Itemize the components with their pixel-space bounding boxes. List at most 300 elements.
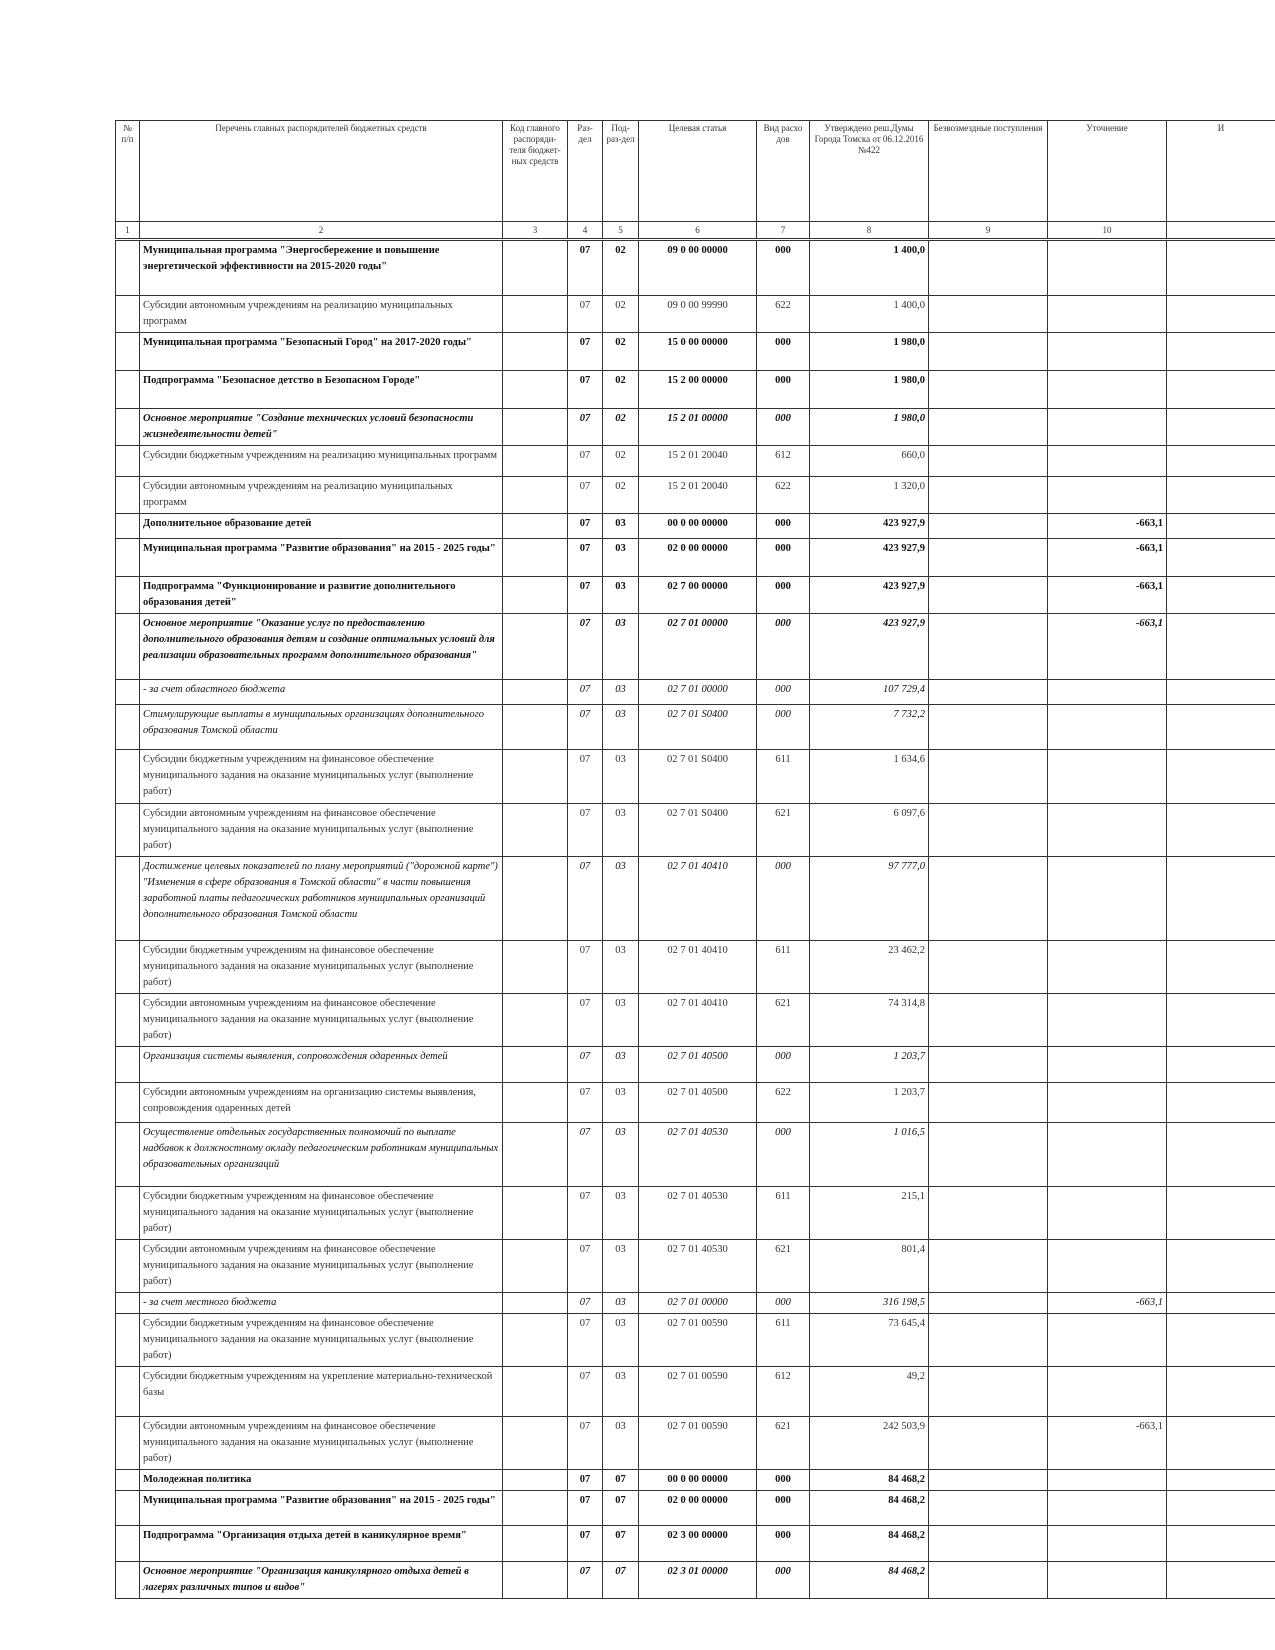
table-row xyxy=(116,1240,1275,1293)
row-number xyxy=(116,409,140,446)
row-name: Дополнительное образование детей xyxy=(140,514,503,539)
column-number xyxy=(1167,222,1275,240)
podrazdel-code: 03 xyxy=(603,1047,639,1083)
approved-amount: 1 400,0 xyxy=(810,240,929,296)
razdel-code: 07 xyxy=(568,577,603,614)
gratuitous-receipts xyxy=(929,296,1048,333)
row-name: Субсидии бюджетным учреждениям на реализацию муниципальных программ xyxy=(140,446,503,477)
total-amount xyxy=(1167,1562,1275,1599)
target-article: 15 2 01 20040 xyxy=(639,446,757,477)
gratuitous-receipts xyxy=(929,705,1048,750)
row-name: Подпрограмма "Функционирование и развитие дополнительного образования детей" xyxy=(140,577,503,614)
total-amount xyxy=(1167,1123,1275,1187)
row-number xyxy=(116,1491,140,1526)
row-name: - за счет местного бюджета xyxy=(140,1293,503,1314)
razdel-code: 07 xyxy=(568,1562,603,1599)
expense-type: 000 xyxy=(757,539,810,577)
approved-amount: 1 016,5 xyxy=(810,1123,929,1187)
razdel-code: 07 xyxy=(568,514,603,539)
expense-type: 000 xyxy=(757,1526,810,1562)
podrazdel-code: 03 xyxy=(603,1123,639,1187)
approved-amount: 423 927,9 xyxy=(810,614,929,680)
razdel-code: 07 xyxy=(568,750,603,804)
target-article: 02 3 01 00000 xyxy=(639,1562,757,1599)
column-number: 7 xyxy=(757,222,810,240)
adjustment-amount: -663,1 xyxy=(1048,1293,1167,1314)
adjustment-amount xyxy=(1048,804,1167,857)
approved-amount: 423 927,9 xyxy=(810,514,929,539)
total-amount xyxy=(1167,1293,1275,1314)
podrazdel-code: 02 xyxy=(603,477,639,514)
row-number xyxy=(116,539,140,577)
grbs-code xyxy=(503,1562,568,1599)
table-row xyxy=(116,680,1275,705)
grbs-code xyxy=(503,514,568,539)
grbs-code xyxy=(503,409,568,446)
row-name: Достижение целевых показателей по плану мероприятий ("дорожной карте") "Изменения в сфере образования в Томской области" в части повышения заработной платы педагогических работников муниципальных организаций дополнительного образования Томской области xyxy=(140,857,503,941)
podrazdel-code: 02 xyxy=(603,371,639,409)
podrazdel-code: 02 xyxy=(603,446,639,477)
gratuitous-receipts xyxy=(929,1526,1048,1562)
table-body xyxy=(116,240,1275,1599)
total-amount xyxy=(1167,371,1275,409)
column-number: 10 xyxy=(1048,222,1167,240)
approved-amount: 801,4 xyxy=(810,1240,929,1293)
expense-type: 000 xyxy=(757,1123,810,1187)
adjustment-amount xyxy=(1048,409,1167,446)
gratuitous-receipts xyxy=(929,477,1048,514)
grbs-code xyxy=(503,577,568,614)
expense-type: 611 xyxy=(757,750,810,804)
gratuitous-receipts xyxy=(929,1470,1048,1491)
podrazdel-code: 07 xyxy=(603,1491,639,1526)
budget-table xyxy=(115,120,1275,1599)
adjustment-amount xyxy=(1048,705,1167,750)
total-amount xyxy=(1167,857,1275,941)
table-row xyxy=(116,333,1275,371)
razdel-code: 07 xyxy=(568,446,603,477)
row-number xyxy=(116,296,140,333)
column-number: 4 xyxy=(568,222,603,240)
razdel-code: 07 xyxy=(568,539,603,577)
row-name: Субсидии автономным учреждениям на финансовое обеспечение муниципального задания на оказание муниципальных услуг (выполнение работ) xyxy=(140,1240,503,1293)
gratuitous-receipts xyxy=(929,539,1048,577)
approved-amount: 1 980,0 xyxy=(810,409,929,446)
razdel-code: 07 xyxy=(568,1470,603,1491)
column-number-row xyxy=(116,222,1275,240)
razdel-code: 07 xyxy=(568,1417,603,1470)
target-article: 02 7 01 40530 xyxy=(639,1187,757,1240)
target-article: 02 7 01 40410 xyxy=(639,941,757,994)
row-name: Молодежная политика xyxy=(140,1470,503,1491)
adjustment-amount xyxy=(1048,1470,1167,1491)
table-row xyxy=(116,614,1275,680)
approved-amount: 97 777,0 xyxy=(810,857,929,941)
header-cell: Перечень главных распорядителей бюджетных средств xyxy=(140,121,503,222)
gratuitous-receipts xyxy=(929,1314,1048,1367)
gratuitous-receipts xyxy=(929,1417,1048,1470)
table-row xyxy=(116,1491,1275,1526)
row-number xyxy=(116,577,140,614)
podrazdel-code: 03 xyxy=(603,1417,639,1470)
adjustment-amount xyxy=(1048,1187,1167,1240)
table-row xyxy=(116,1562,1275,1599)
header-cell: Утверждено реш.Думы Города Томска от 06.12.2016 №422 xyxy=(810,121,929,222)
row-name: Основное мероприятие "Организация каникулярного отдыха детей в лагерях различных типов и видов" xyxy=(140,1562,503,1599)
total-amount xyxy=(1167,296,1275,333)
podrazdel-code: 03 xyxy=(603,857,639,941)
row-number xyxy=(116,1187,140,1240)
table-row xyxy=(116,941,1275,994)
total-amount xyxy=(1167,514,1275,539)
gratuitous-receipts xyxy=(929,804,1048,857)
gratuitous-receipts xyxy=(929,514,1048,539)
target-article: 02 7 01 40500 xyxy=(639,1083,757,1123)
grbs-code xyxy=(503,477,568,514)
grbs-code xyxy=(503,804,568,857)
approved-amount: 49,2 xyxy=(810,1367,929,1417)
podrazdel-code: 02 xyxy=(603,296,639,333)
podrazdel-code: 02 xyxy=(603,409,639,446)
grbs-code xyxy=(503,680,568,705)
razdel-code: 07 xyxy=(568,1187,603,1240)
adjustment-amount xyxy=(1048,1314,1167,1367)
gratuitous-receipts xyxy=(929,1293,1048,1314)
approved-amount: 1 980,0 xyxy=(810,333,929,371)
total-amount xyxy=(1167,1491,1275,1526)
header-cell: Целевая статья xyxy=(639,121,757,222)
row-number xyxy=(116,804,140,857)
gratuitous-receipts xyxy=(929,371,1048,409)
expense-type: 000 xyxy=(757,240,810,296)
adjustment-amount: -663,1 xyxy=(1048,514,1167,539)
adjustment-amount xyxy=(1048,371,1167,409)
expense-type: 621 xyxy=(757,1417,810,1470)
row-name: Муниципальная программа "Развитие образования" на 2015 - 2025 годы" xyxy=(140,1491,503,1526)
grbs-code xyxy=(503,446,568,477)
gratuitous-receipts xyxy=(929,1083,1048,1123)
row-number xyxy=(116,705,140,750)
table-row xyxy=(116,296,1275,333)
table-row xyxy=(116,1047,1275,1083)
total-amount xyxy=(1167,994,1275,1047)
total-amount xyxy=(1167,804,1275,857)
approved-amount: 84 468,2 xyxy=(810,1526,929,1562)
gratuitous-receipts xyxy=(929,409,1048,446)
table-row xyxy=(116,240,1275,296)
column-number: 5 xyxy=(603,222,639,240)
gratuitous-receipts xyxy=(929,1240,1048,1293)
row-number xyxy=(116,477,140,514)
expense-type: 000 xyxy=(757,409,810,446)
adjustment-amount xyxy=(1048,296,1167,333)
approved-amount: 6 097,6 xyxy=(810,804,929,857)
target-article: 15 2 00 00000 xyxy=(639,371,757,409)
target-article: 02 7 01 00590 xyxy=(639,1367,757,1417)
gratuitous-receipts xyxy=(929,577,1048,614)
podrazdel-code: 07 xyxy=(603,1470,639,1491)
grbs-code xyxy=(503,750,568,804)
row-name: Субсидии бюджетным учреждениям на финансовое обеспечение муниципального задания на оказание муниципальных услуг (выполнение работ) xyxy=(140,941,503,994)
row-name: Субсидии автономным учреждениям на финансовое обеспечение муниципального задания на оказание муниципальных услуг (выполнение работ) xyxy=(140,1417,503,1470)
approved-amount: 107 729,4 xyxy=(810,680,929,705)
gratuitous-receipts xyxy=(929,1047,1048,1083)
table-row xyxy=(116,477,1275,514)
gratuitous-receipts xyxy=(929,750,1048,804)
grbs-code xyxy=(503,296,568,333)
row-number xyxy=(116,857,140,941)
total-amount xyxy=(1167,941,1275,994)
podrazdel-code: 03 xyxy=(603,994,639,1047)
total-amount xyxy=(1167,1047,1275,1083)
total-amount xyxy=(1167,1526,1275,1562)
razdel-code: 07 xyxy=(568,941,603,994)
expense-type: 000 xyxy=(757,333,810,371)
target-article: 02 0 00 00000 xyxy=(639,539,757,577)
grbs-code xyxy=(503,1293,568,1314)
row-number xyxy=(116,240,140,296)
total-amount xyxy=(1167,1470,1275,1491)
column-number: 2 xyxy=(140,222,503,240)
gratuitous-receipts xyxy=(929,994,1048,1047)
razdel-code: 07 xyxy=(568,680,603,705)
gratuitous-receipts xyxy=(929,614,1048,680)
row-number xyxy=(116,994,140,1047)
approved-amount: 242 503,9 xyxy=(810,1417,929,1470)
expense-type: 000 xyxy=(757,1470,810,1491)
column-number: 3 xyxy=(503,222,568,240)
row-name: Основное мероприятие "Оказание услуг по предоставлению дополнительного образования детям и создание оптимальных условий для реализации образовательных программ дополнительного образования" xyxy=(140,614,503,680)
row-name: Муниципальная программа "Безопасный Город" на 2017-2020 годы" xyxy=(140,333,503,371)
adjustment-amount xyxy=(1048,680,1167,705)
adjustment-amount xyxy=(1048,240,1167,296)
expense-type: 621 xyxy=(757,804,810,857)
expense-type: 000 xyxy=(757,1562,810,1599)
podrazdel-code: 03 xyxy=(603,1314,639,1367)
approved-amount: 84 468,2 xyxy=(810,1491,929,1526)
razdel-code: 07 xyxy=(568,240,603,296)
row-name: Субсидии автономным учреждениям на реализацию муниципальных программ xyxy=(140,477,503,514)
razdel-code: 07 xyxy=(568,804,603,857)
row-number xyxy=(116,1083,140,1123)
expense-type: 000 xyxy=(757,514,810,539)
total-amount xyxy=(1167,680,1275,705)
target-article: 02 0 00 00000 xyxy=(639,1491,757,1526)
razdel-code: 07 xyxy=(568,1123,603,1187)
gratuitous-receipts xyxy=(929,1491,1048,1526)
expense-type: 621 xyxy=(757,994,810,1047)
total-amount xyxy=(1167,705,1275,750)
row-number xyxy=(116,941,140,994)
adjustment-amount xyxy=(1048,477,1167,514)
podrazdel-code: 03 xyxy=(603,514,639,539)
adjustment-amount xyxy=(1048,1562,1167,1599)
row-number xyxy=(116,1123,140,1187)
row-name: Субсидии автономным учреждениям на организацию системы выявления, сопровождения одаренных детей xyxy=(140,1083,503,1123)
grbs-code xyxy=(503,1526,568,1562)
table-row xyxy=(116,994,1275,1047)
approved-amount: 7 732,2 xyxy=(810,705,929,750)
target-article: 15 2 01 20040 xyxy=(639,477,757,514)
podrazdel-code: 03 xyxy=(603,705,639,750)
total-amount xyxy=(1167,446,1275,477)
adjustment-amount xyxy=(1048,1240,1167,1293)
podrazdel-code: 07 xyxy=(603,1526,639,1562)
podrazdel-code: 03 xyxy=(603,577,639,614)
row-name: Организация системы выявления, сопровождения одаренных детей xyxy=(140,1047,503,1083)
header-cell: Вид расхо дов xyxy=(757,121,810,222)
row-name: Субсидии бюджетным учреждениям на финансовое обеспечение муниципального задания на оказание муниципальных услуг (выполнение работ) xyxy=(140,1187,503,1240)
approved-amount: 1 320,0 xyxy=(810,477,929,514)
row-name: Субсидии бюджетным учреждениям на финансовое обеспечение муниципального задания на оказание муниципальных услуг (выполнение работ) xyxy=(140,750,503,804)
grbs-code xyxy=(503,1367,568,1417)
razdel-code: 07 xyxy=(568,1293,603,1314)
adjustment-amount xyxy=(1048,1047,1167,1083)
row-number xyxy=(116,614,140,680)
row-name: - за счет областного бюджета xyxy=(140,680,503,705)
adjustment-amount xyxy=(1048,1083,1167,1123)
approved-amount: 1 203,7 xyxy=(810,1047,929,1083)
row-name: Субсидии бюджетным учреждениям на финансовое обеспечение муниципального задания на оказание муниципальных услуг (выполнение работ) xyxy=(140,1314,503,1367)
adjustment-amount xyxy=(1048,1526,1167,1562)
header-row xyxy=(116,121,1275,222)
column-number: 9 xyxy=(929,222,1048,240)
expense-type: 612 xyxy=(757,446,810,477)
row-name: Основное мероприятие "Создание технических условий безопасности жизнедеятельности детей" xyxy=(140,409,503,446)
grbs-code xyxy=(503,539,568,577)
total-amount xyxy=(1167,539,1275,577)
grbs-code xyxy=(503,1123,568,1187)
grbs-code xyxy=(503,1047,568,1083)
row-name: Подпрограмма "Безопасное детство в Безопасном Городе" xyxy=(140,371,503,409)
row-number xyxy=(116,750,140,804)
podrazdel-code: 07 xyxy=(603,1562,639,1599)
expense-type: 622 xyxy=(757,1083,810,1123)
column-number: 1 xyxy=(116,222,140,240)
table-row xyxy=(116,1123,1275,1187)
approved-amount: 215,1 xyxy=(810,1187,929,1240)
column-number: 8 xyxy=(810,222,929,240)
target-article: 00 0 00 00000 xyxy=(639,514,757,539)
grbs-code xyxy=(503,857,568,941)
target-article: 02 7 01 40530 xyxy=(639,1123,757,1187)
row-name: Стимулирующие выплаты в муниципальных организациях дополнительного образования Томской области xyxy=(140,705,503,750)
total-amount xyxy=(1167,577,1275,614)
row-name: Субсидии автономным учреждениям на финансовое обеспечение муниципального задания на оказание муниципальных услуг (выполнение работ) xyxy=(140,804,503,857)
expense-type: 000 xyxy=(757,371,810,409)
table-row xyxy=(116,1526,1275,1562)
target-article: 02 7 01 40410 xyxy=(639,857,757,941)
grbs-code xyxy=(503,705,568,750)
row-name: Муниципальная программа "Развитие образования" на 2015 - 2025 годы" xyxy=(140,539,503,577)
total-amount xyxy=(1167,750,1275,804)
target-article: 15 0 00 00000 xyxy=(639,333,757,371)
podrazdel-code: 03 xyxy=(603,614,639,680)
header-cell: И xyxy=(1167,121,1275,222)
podrazdel-code: 03 xyxy=(603,1083,639,1123)
row-name: Подпрограмма "Организация отдыха детей в каникулярное время" xyxy=(140,1526,503,1562)
razdel-code: 07 xyxy=(568,1240,603,1293)
table-row xyxy=(116,804,1275,857)
target-article: 02 7 01 40410 xyxy=(639,994,757,1047)
podrazdel-code: 02 xyxy=(603,240,639,296)
row-name: Муниципальная программа "Энергосбережение и повышение энергетической эффективности на 2015-2020 годы" xyxy=(140,240,503,296)
table-row xyxy=(116,1293,1275,1314)
expense-type: 622 xyxy=(757,477,810,514)
grbs-code xyxy=(503,1470,568,1491)
podrazdel-code: 03 xyxy=(603,1187,639,1240)
grbs-code xyxy=(503,994,568,1047)
row-number xyxy=(116,1314,140,1367)
row-number xyxy=(116,1562,140,1599)
total-amount xyxy=(1167,614,1275,680)
expense-type: 622 xyxy=(757,296,810,333)
header-cell: Раз-дел xyxy=(568,121,603,222)
target-article: 02 7 01 00590 xyxy=(639,1417,757,1470)
row-number xyxy=(116,371,140,409)
row-number xyxy=(116,514,140,539)
razdel-code: 07 xyxy=(568,1083,603,1123)
table-row xyxy=(116,705,1275,750)
target-article: 02 7 01 S0400 xyxy=(639,705,757,750)
table-row xyxy=(116,577,1275,614)
table-row xyxy=(116,371,1275,409)
grbs-code xyxy=(503,240,568,296)
row-number xyxy=(116,333,140,371)
total-amount xyxy=(1167,333,1275,371)
total-amount xyxy=(1167,240,1275,296)
approved-amount: 1 634,6 xyxy=(810,750,929,804)
expense-type: 621 xyxy=(757,1240,810,1293)
grbs-code xyxy=(503,1491,568,1526)
table-row xyxy=(116,1470,1275,1491)
expense-type: 611 xyxy=(757,1314,810,1367)
row-number xyxy=(116,446,140,477)
podrazdel-code: 03 xyxy=(603,750,639,804)
razdel-code: 07 xyxy=(568,1314,603,1367)
razdel-code: 07 xyxy=(568,1526,603,1562)
approved-amount: 74 314,8 xyxy=(810,994,929,1047)
razdel-code: 07 xyxy=(568,409,603,446)
podrazdel-code: 03 xyxy=(603,539,639,577)
row-number xyxy=(116,1417,140,1470)
expense-type: 612 xyxy=(757,1367,810,1417)
target-article: 02 3 00 00000 xyxy=(639,1526,757,1562)
gratuitous-receipts xyxy=(929,1123,1048,1187)
razdel-code: 07 xyxy=(568,1491,603,1526)
row-number xyxy=(116,1047,140,1083)
total-amount xyxy=(1167,477,1275,514)
table-row xyxy=(116,1187,1275,1240)
razdel-code: 07 xyxy=(568,477,603,514)
total-amount xyxy=(1167,409,1275,446)
total-amount xyxy=(1167,1367,1275,1417)
adjustment-amount xyxy=(1048,994,1167,1047)
table-row xyxy=(116,857,1275,941)
target-article: 15 2 01 00000 xyxy=(639,409,757,446)
razdel-code: 07 xyxy=(568,371,603,409)
header-cell: Уточнение xyxy=(1048,121,1167,222)
gratuitous-receipts xyxy=(929,1187,1048,1240)
adjustment-amount xyxy=(1048,750,1167,804)
razdel-code: 07 xyxy=(568,994,603,1047)
expense-type: 000 xyxy=(757,1293,810,1314)
target-article: 02 7 00 00000 xyxy=(639,577,757,614)
grbs-code xyxy=(503,333,568,371)
total-amount xyxy=(1167,1187,1275,1240)
podrazdel-code: 02 xyxy=(603,333,639,371)
razdel-code: 07 xyxy=(568,1367,603,1417)
